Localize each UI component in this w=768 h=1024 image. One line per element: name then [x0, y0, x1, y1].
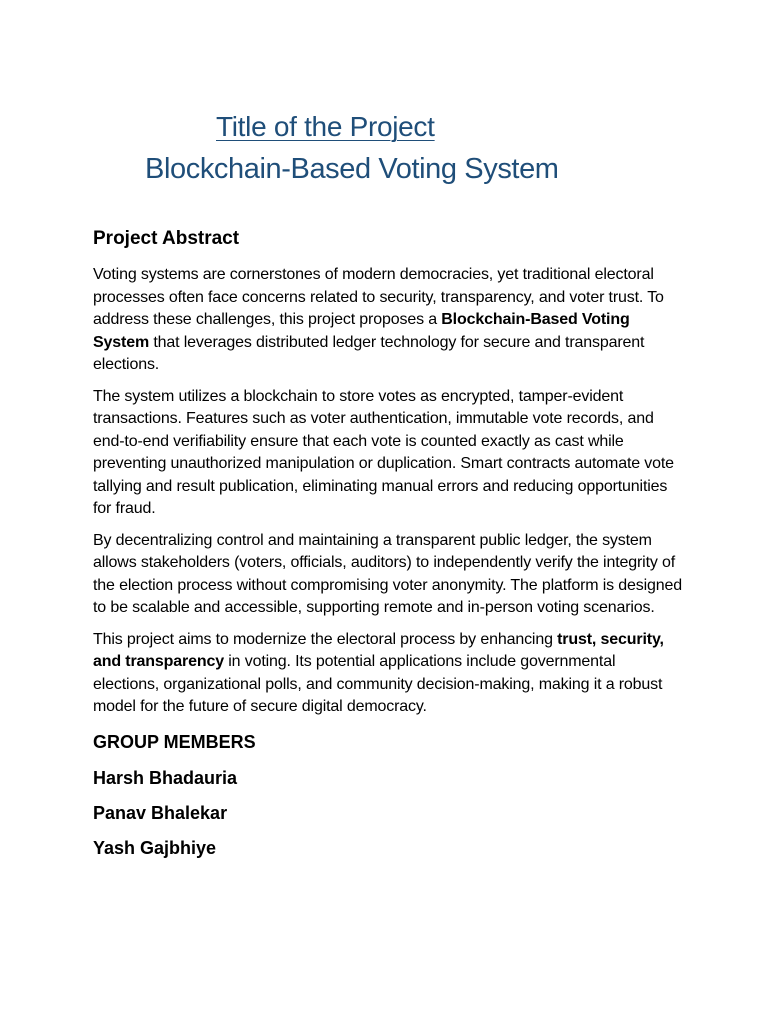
document-body — [93, 226, 683, 871]
paragraph-text: that leverages distributed ledger technology for secure and transparent elections. — [93, 333, 645, 373]
abstract-paragraph-2: The system utilizes a blockchain to store votes as encrypted, tamper-evident transactions. Features such as voter authentication, immutable vote records, and end-to-end verifiability ensure that each vote is counted exactly as cast while preventing unauthorized manipulation or duplication. Smart contracts automate vote tallying and result publication, eliminating manual errors and reducing opportunities for fraud. — [93, 387, 674, 517]
group-members-heading: GROUP MEMBERS — [93, 731, 256, 752]
paragraph-text: in voting. Its potential applications include governmental elections, organizational polls, and community decision-making, making it a robust model for the future of secure digital democracy. — [93, 653, 663, 715]
emphasis-text: trust, security, and transparency — [93, 630, 664, 670]
group-member: Panav Bhalekar — [93, 802, 228, 823]
abstract-paragraph-1 — [93, 264, 683, 377]
abstract-paragraph-3: By decentralizing control and maintaining a transparent public ledger, the system allows stakeholders (voters, officials, auditors) to independently verify the integrity of the election process without compromising voter anonymity. The platform is designed to be scalable and accessible, supporting remote and in-person voting scenarios. — [93, 531, 683, 616]
abstract-heading: Project Abstract — [93, 228, 240, 249]
abstract-paragraph-4 — [93, 629, 683, 719]
paragraph-text: Voting systems are cornerstones of modern democracies, yet traditional electoral processes often face concerns related to security, transparency, and voter trust. To address these challenges, this project proposes a — [93, 266, 664, 328]
emphasis-text: Blockchain-Based Voting System — [93, 311, 630, 351]
group-member: Harsh Bhadauria — [93, 767, 238, 788]
group-member: Yash Gajbhiye — [93, 837, 217, 858]
project-name: Blockchain-Based Voting System — [145, 153, 559, 185]
paragraph-text: This project aims to modernize the electoral process by enhancing — [93, 630, 558, 648]
page-title: Title of the Project — [216, 111, 435, 142]
